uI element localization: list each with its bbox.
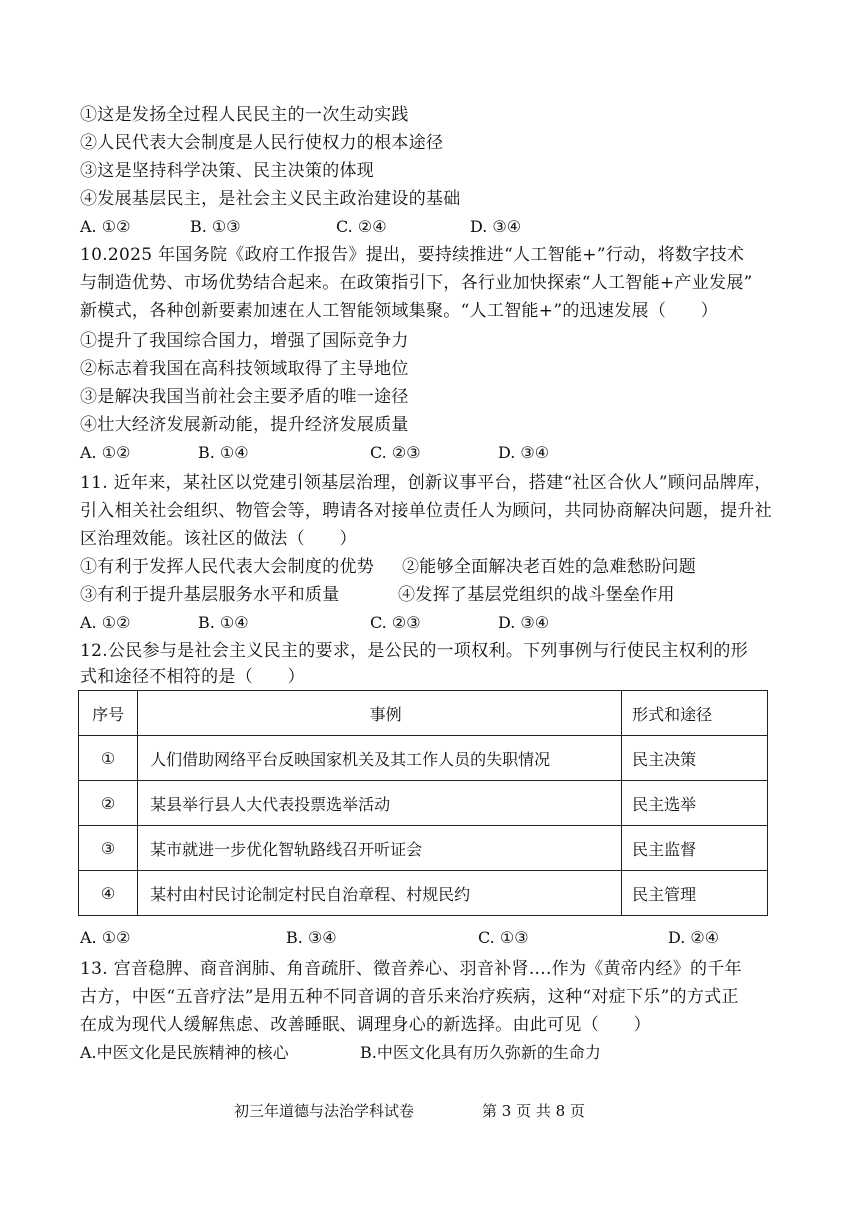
q10-option-b: B. ①④ bbox=[198, 443, 249, 462]
q9-option-a: A. ①② bbox=[80, 217, 131, 236]
q11-option-b: B. ①④ bbox=[198, 613, 249, 632]
q11-items-row-1 bbox=[80, 554, 697, 580]
row-example: 某村由村民讨论制定村民自治章程、村规民约 bbox=[138, 871, 622, 916]
q12-stem-1: 12.公民参与是社会主义民主的要求，是公民的一项权利。下列事例与行使民主权利的形 bbox=[80, 641, 749, 661]
q9-option-d: D. ③④ bbox=[470, 217, 522, 236]
q11-stem-3: 区治理效能。该社区的做法（ ） bbox=[80, 529, 357, 549]
footer-page-number: 第 3 页 共 8 页 bbox=[482, 1102, 585, 1120]
q11-option-c: C. ②③ bbox=[370, 613, 421, 632]
q11-option-a: A. ①② bbox=[80, 613, 131, 632]
row-number: ④ bbox=[79, 871, 138, 916]
q12-option-c: C. ①③ bbox=[478, 928, 529, 947]
q11-stem-1: 11. 近年来，某社区以党建引领基层治理，创新议事平台，搭建“社区合伙人”顾问品牌库， bbox=[80, 473, 772, 493]
table-row bbox=[79, 826, 768, 871]
header-form: 形式和途径 bbox=[622, 691, 768, 736]
row-example: 某县举行县人大代表投票选举活动 bbox=[138, 781, 622, 826]
row-example: 人们借助网络平台反映国家机关及其工作人员的失职情况 bbox=[138, 736, 622, 781]
q10-item-2: ②标志着我国在高科技领域取得了主导地位 bbox=[80, 359, 409, 379]
q13-stem-3: 在成为现代人缓解焦虑、改善睡眠、调理身心的新选择。由此可见（ ） bbox=[80, 1015, 651, 1035]
footer-subject: 初三年道德与法治学科试卷 bbox=[234, 1102, 415, 1120]
q10-item-3: ③是解决我国当前社会主要矛盾的唯一途径 bbox=[80, 387, 409, 407]
q11-items-row-2 bbox=[80, 582, 675, 608]
row-form: 民主选举 bbox=[622, 781, 768, 826]
q9-option-c: C. ②④ bbox=[336, 217, 387, 236]
q10-item-4: ④壮大经济发展新动能，提升经济发展质量 bbox=[80, 415, 409, 435]
q10-option-d: D. ③④ bbox=[498, 443, 550, 462]
q12-stem-2: 式和途径不相符的是（ ） bbox=[80, 667, 305, 687]
q12-option-a: A. ①② bbox=[80, 928, 131, 947]
q9-item-1: ①这是发扬全过程人民民主的一次生动实践 bbox=[80, 105, 409, 125]
table-row bbox=[79, 871, 768, 916]
header-example: 事例 bbox=[138, 691, 622, 736]
q10-option-a: A. ①② bbox=[80, 443, 131, 462]
q13-option-b: B.中医文化具有历久弥新的生命力 bbox=[360, 1043, 601, 1062]
row-form: 民主决策 bbox=[622, 736, 768, 781]
q11-item-2: ②能够全面解决老百姓的急难愁盼问题 bbox=[402, 557, 697, 577]
q10-stem-3: 新模式，各种创新要素加速在人工智能领域集聚。“人工智能+”的迅速发展（ ） bbox=[80, 301, 719, 321]
row-example: 某市就进一步优化智轨路线召开听证会 bbox=[138, 826, 622, 871]
row-number: ② bbox=[79, 781, 138, 826]
q13-stem-2: 古方，中医“五音疗法”是用五种不同音调的音乐来治疗疾病，这种“对症下乐”的方式正 bbox=[80, 987, 739, 1007]
q9-option-b: B. ①③ bbox=[190, 217, 241, 236]
q9-item-2: ②人民代表大会制度是人民行使权力的根本途径 bbox=[80, 133, 444, 153]
table-row bbox=[79, 736, 768, 781]
q11-item-1: ①有利于发挥人民代表大会制度的优势 bbox=[80, 557, 375, 577]
table-header-row bbox=[79, 691, 768, 736]
q10-option-c: C. ②③ bbox=[370, 443, 421, 462]
q11-stem-2: 引入相关社会组织、物管会等，聘请各对接单位责任人为顾问，共同协商解决问题，提升社 bbox=[80, 501, 772, 521]
q10-stem-1: 10.2025 年国务院《政府工作报告》提出，要持续推进“人工智能+”行动，将数字技术 bbox=[80, 245, 745, 265]
q11-option-d: D. ③④ bbox=[498, 613, 550, 632]
q10-stem-2: 与制造优势、市场优势结合起来。在政策指引下，各行业加快探索“人工智能+产业发展” bbox=[80, 273, 753, 293]
q9-item-3: ③这是坚持科学决策、民主决策的体现 bbox=[80, 161, 375, 181]
q13-option-a: A.中医文化是民族精神的核心 bbox=[80, 1043, 289, 1062]
q10-item-1: ①提升了我国综合国力，增强了国际竞争力 bbox=[80, 331, 409, 351]
q12-option-d: D. ②④ bbox=[668, 928, 720, 947]
q9-item-4: ④发展基层民主，是社会主义民主政治建设的基础 bbox=[80, 189, 461, 209]
row-form: 民主监督 bbox=[622, 826, 768, 871]
table-row bbox=[79, 781, 768, 826]
q11-item-4: ④发挥了基层党组织的战斗堡垒作用 bbox=[398, 585, 675, 605]
row-form: 民主管理 bbox=[622, 871, 768, 916]
row-number: ③ bbox=[79, 826, 138, 871]
q12-option-b: B. ③④ bbox=[286, 928, 337, 947]
q13-stem-1: 13. 宫音稳脾、商音润肺、角音疏肝、徵音养心、羽音补肾....作为《黄帝内经》的千年 bbox=[80, 959, 742, 979]
q12-table bbox=[78, 690, 768, 916]
q11-item-3: ③有利于提升基层服务水平和质量 bbox=[80, 585, 340, 605]
header-number: 序号 bbox=[79, 691, 138, 736]
row-number: ① bbox=[79, 736, 138, 781]
